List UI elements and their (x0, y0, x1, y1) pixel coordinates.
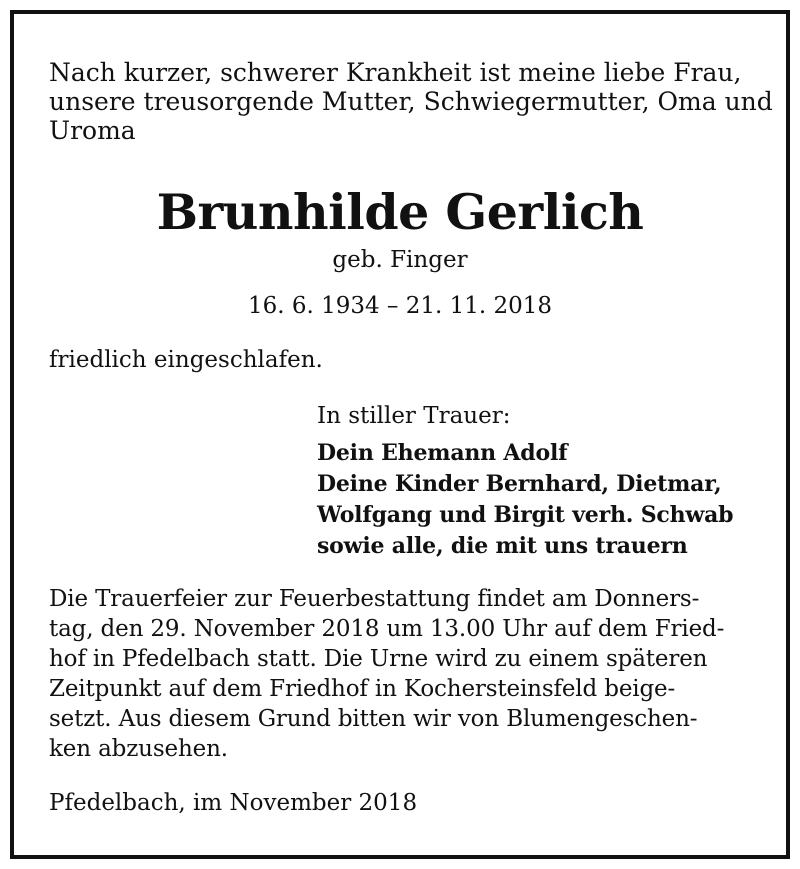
mourner-line: Dein Ehemann Adolf (317, 440, 568, 466)
service-line: ken abzusehen. (49, 736, 228, 762)
passed-away-text: friedlich eingeschlafen. (49, 347, 323, 373)
intro-line: unsere treusorgende Mutter, Schwiegermutter, Oma und (49, 87, 773, 116)
mourner-line: Wolfgang und Birgit verh. Schwab (317, 502, 734, 528)
deceased-name: Brunhilde Gerlich (156, 183, 644, 241)
intro-line: Nach kurzer, schwerer Krankheit ist meine liebe Frau, (49, 58, 742, 87)
mourner-line: Deine Kinder Bernhard, Dietmar, (317, 471, 722, 497)
mourning-heading: In stiller Trauer: (317, 403, 511, 429)
obituary-notice (10, 10, 790, 859)
service-line: Die Trauerfeier zur Feuerbestattung findet am Donners- (49, 586, 700, 612)
service-line: tag, den 29. November 2018 um 13.00 Uhr auf dem Fried- (49, 616, 725, 642)
birth-name: geb. Finger (332, 247, 468, 273)
service-line: Zeitpunkt auf dem Friedhof in Kochersteinsfeld beige- (49, 676, 676, 702)
life-dates: 16. 6. 1934 – 21. 11. 2018 (247, 293, 553, 319)
funeral-service-text (49, 584, 724, 764)
service-line: setzt. Aus diesem Grund bitten wir von Blumengeschen- (49, 706, 698, 732)
intro-line: Uroma (49, 116, 136, 145)
mourner-line: sowie alle, die mit uns trauern (317, 533, 688, 559)
mourners-list (317, 438, 733, 562)
place-and-date: Pfedelbach, im November 2018 (49, 790, 418, 816)
intro-text (49, 58, 773, 145)
service-line: hof in Pfedelbach statt. Die Urne wird zu einem späteren (49, 646, 708, 672)
